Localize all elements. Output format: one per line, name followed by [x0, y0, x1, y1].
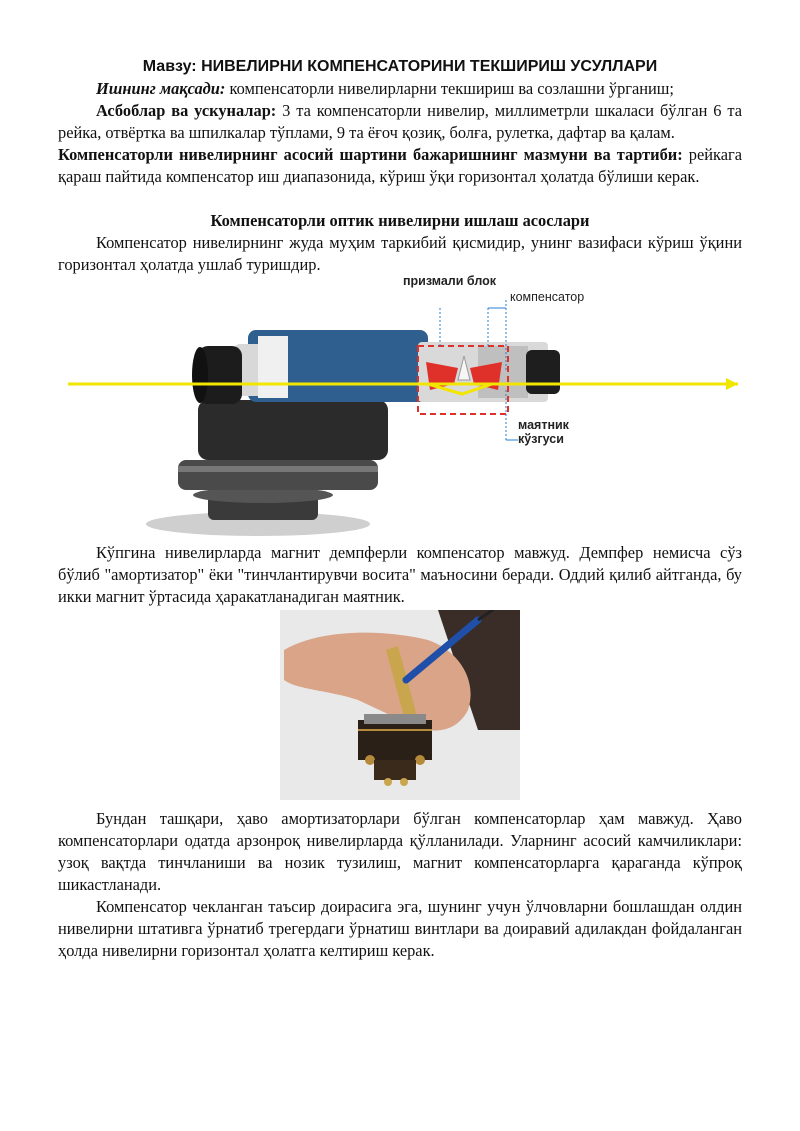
condition-label: Компенсаторли нивелирнинг асосий шартини бажаришнинг мазмуни ва тартиби:: [58, 145, 683, 164]
condition-text: рейкага қараш пайтида компенсатор иш диапазонида, кўриш ўқи горизонтал ҳолатда бўлиши керак.: [58, 145, 743, 186]
level-instrument-figure: [58, 274, 742, 538]
pendulum-label-line2: кўзгуси: [518, 432, 564, 446]
paragraph-4: Компенсатор чекланган таъсир доирасига эга, шунинг учун ўлчовларни бошлашдан олдин нивелирни штативга ўрнатиб трегердаги ўрнатиш винтлари ва доиравий адилакдан фойдаланган ҳолда нивелирни горизонтал ҳолатга келтириш керак.: [58, 897, 742, 960]
level-instrument-illustration: [58, 280, 742, 538]
tools-text: 3 та компенсаторли нивелир, миллиметрли шкаласи бўлган 6 та рейка, отвёртка ва шпилкалар тўплами, 9 та ёғоч қозиқ, болға, рулетка, дафтар ва қалам.: [58, 101, 742, 142]
compensator-photo-figure: [58, 610, 742, 800]
tools-paragraph: [58, 100, 742, 144]
tools-label: Асбоблар ва ускуналар:: [96, 101, 277, 120]
topic-text: НИВЕЛИРНИ КОМПЕНСАТОРИНИ ТЕКШИРИШ УСУЛЛАРИ: [201, 58, 658, 75]
goal-paragraph: [58, 78, 742, 100]
pendulum-label-line1: маятник: [518, 418, 569, 432]
compensator-label: компенсатор: [510, 290, 585, 304]
section-title: Компенсаторли оптик нивелирни ишлаш асослари: [210, 211, 590, 230]
topic-prefix: Мавзу:: [142, 58, 197, 75]
goal-label: Ишнинг мақсади:: [96, 79, 226, 98]
paragraph-1: Компенсатор нивелирнинг жуда муҳим таркибий қисмидир, унинг вазифаси кўриш ўқини горизонтал ҳолатда ушлаб туришдир.: [58, 233, 742, 274]
hand-compensator-illustration: [58, 610, 742, 800]
document-page: [58, 56, 742, 962]
paragraph-2: Кўпгина нивелирларда магнит демпферли компенсатор мавжуд. Демпфер немисча сўз бўлиб "амортизатор" ёки "тинчлантирувчи восита" маъносини беради. Оддий қилиб айтганда, бу икки магнит ўртасида ҳаракатланадиган маятник.: [58, 543, 742, 606]
paragraph-3: Бундан ташқари, ҳаво амортизаторлари бўлган компенсаторлар ҳам мавжуд. Ҳаво компенсаторлари одатда арзонроқ нивелирларда қўлланилади. Уларнинг асосий камчиликлари: узоқ вақтда тинчланиши ва нозик тузилиш, магнит компенсаторларга қараганда кўпроқ шикастланади.: [58, 809, 742, 894]
prism-block-label: призмали блок: [403, 274, 496, 288]
topic-title: [58, 56, 742, 78]
goal-text: компенсаторли нивелирларни текшириш ва созлашни ўрганиш;: [225, 79, 674, 98]
condition-paragraph: [58, 144, 742, 188]
